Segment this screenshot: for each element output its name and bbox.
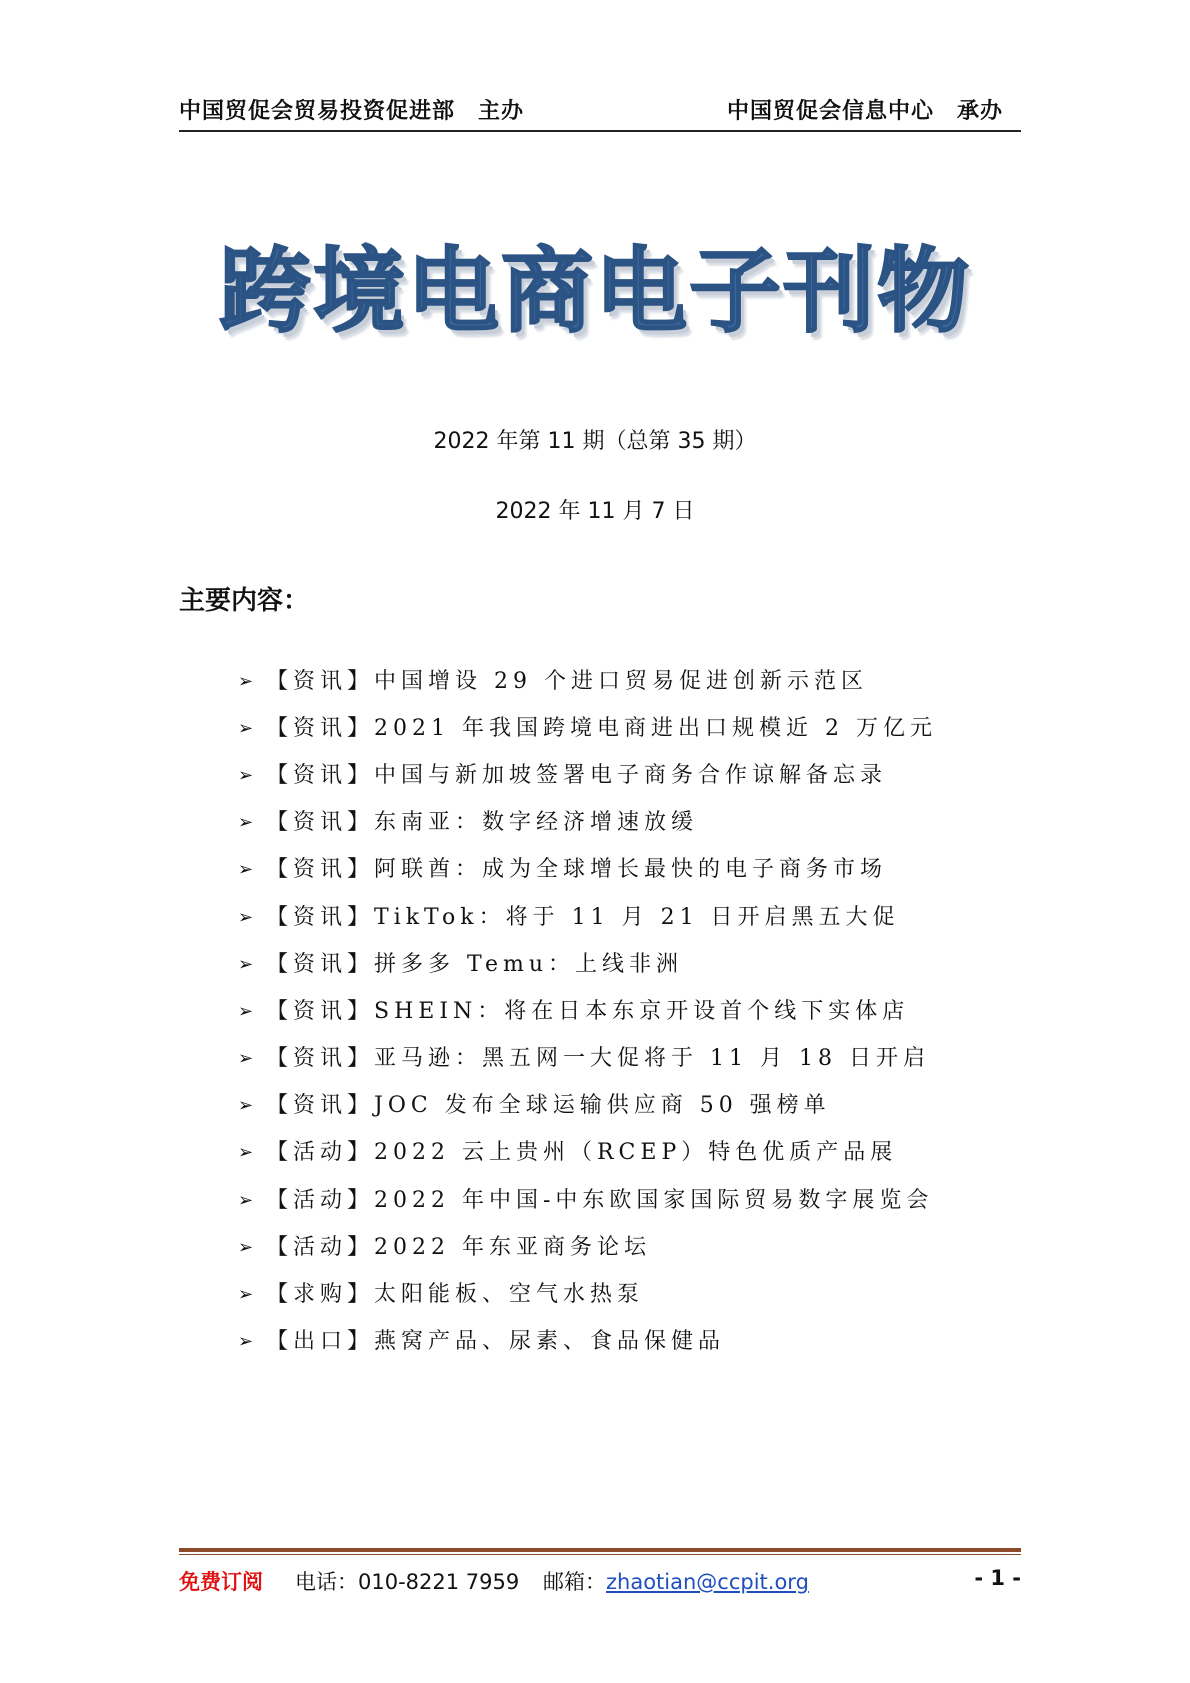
email-link[interactable]: zhaotian@ccpit.org	[606, 1570, 809, 1594]
arrow-bullet-icon: ➢	[238, 906, 254, 928]
toc-item-text: JOC 发布全球运输供应商 50 强榜单	[374, 1093, 831, 1119]
arrow-bullet-icon: ➢	[238, 670, 254, 692]
toc-item-tag: 【资讯】	[266, 1046, 375, 1072]
toc-item[interactable]	[238, 1319, 937, 1366]
toc-item-text: TikTok：将于 11 月 21 日开启黑五大促	[374, 904, 900, 930]
page-footer	[179, 1566, 1021, 1596]
toc-item[interactable]	[238, 1177, 937, 1224]
toc-item-tag: 【出口】	[266, 1329, 375, 1355]
toc-item-tag: 【求购】	[266, 1282, 375, 1308]
toc-item-text: 2022 年中国-中东欧国家国际贸易数字展览会	[374, 1187, 934, 1213]
host-label: 中国贸促会信息中心 承办	[726, 99, 1003, 124]
toc-item[interactable]	[238, 1224, 937, 1271]
toc-item-tag: 【资讯】	[266, 951, 375, 977]
toc-item[interactable]	[238, 705, 937, 752]
phone-number: 电话：010-8221 7959	[295, 1570, 520, 1594]
publication-title: 跨境电商电子刊物	[218, 238, 971, 345]
toc-item-text: 中国与新加坡签署电子商务合作谅解备忘录	[374, 762, 888, 788]
email-label: 邮箱：	[543, 1570, 606, 1594]
toc-item[interactable]	[238, 1083, 937, 1130]
email-block	[543, 1566, 809, 1596]
footer-divider-thin	[179, 1554, 1021, 1555]
toc-item[interactable]	[238, 800, 937, 847]
toc-item-text: 亚马逊：黑五网一大促将于 11 月 18 日开启	[374, 1046, 930, 1072]
toc-item-text: 阿联酋：成为全球增长最快的电子商务市场	[374, 857, 888, 883]
page-number: - 1 -	[974, 1566, 1021, 1590]
toc-item[interactable]	[238, 1036, 937, 1083]
arrow-bullet-icon: ➢	[238, 717, 254, 739]
toc-item[interactable]	[238, 894, 937, 941]
toc-item-tag: 【资讯】	[266, 810, 375, 836]
toc-item[interactable]	[238, 658, 937, 705]
toc-item-text: 拼多多 Temu：上线非洲	[374, 951, 684, 977]
toc-item-text: 燕窝产品、尿素、食品保健品	[374, 1329, 726, 1355]
footer-divider	[179, 1548, 1021, 1552]
arrow-bullet-icon: ➢	[238, 812, 254, 834]
toc-item-text: SHEIN：将在日本东京开设首个线下实体店	[374, 998, 910, 1024]
toc-item-tag: 【资讯】	[266, 762, 375, 788]
table-of-contents	[238, 658, 937, 1366]
toc-item[interactable]	[238, 1130, 937, 1177]
page-header	[179, 90, 1021, 132]
arrow-bullet-icon: ➢	[238, 1095, 254, 1117]
toc-item-text: 2021 年我国跨境电商进出口规模近 2 万亿元	[374, 715, 937, 741]
toc-item-tag: 【资讯】	[266, 857, 375, 883]
toc-item[interactable]	[238, 1271, 937, 1318]
organizer-label: 中国贸促会贸易投资促进部 主办	[179, 99, 525, 124]
toc-item-tag: 【资讯】	[266, 1093, 375, 1119]
toc-item-text: 2022 云上贵州（RCEP）特色优质产品展	[374, 1140, 898, 1166]
toc-item-tag: 【资讯】	[266, 904, 375, 930]
toc-item[interactable]	[238, 847, 937, 894]
toc-item-tag: 【活动】	[266, 1140, 375, 1166]
arrow-bullet-icon: ➢	[238, 1236, 254, 1258]
arrow-bullet-icon: ➢	[238, 1331, 254, 1353]
toc-item-text: 东南亚：数字经济增速放缓	[374, 810, 699, 836]
toc-item[interactable]	[238, 752, 937, 799]
toc-item-tag: 【活动】	[266, 1187, 375, 1213]
arrow-bullet-icon: ➢	[238, 1189, 254, 1211]
toc-item-text: 2022 年东亚商务论坛	[374, 1234, 651, 1260]
issue-date: 2022 年 11 月 7 日	[495, 499, 695, 524]
toc-item-text: 中国增设 29 个进口贸易促进创新示范区	[374, 668, 868, 694]
toc-item-text: 太阳能板、空气水热泵	[374, 1282, 645, 1308]
toc-item[interactable]	[238, 988, 937, 1035]
toc-item-tag: 【资讯】	[266, 668, 375, 694]
arrow-bullet-icon: ➢	[238, 953, 254, 975]
arrow-bullet-icon: ➢	[238, 764, 254, 786]
toc-item-tag: 【资讯】	[266, 998, 375, 1024]
toc-item[interactable]	[238, 941, 937, 988]
arrow-bullet-icon: ➢	[238, 1142, 254, 1164]
arrow-bullet-icon: ➢	[238, 1000, 254, 1022]
toc-heading: 主要内容：	[179, 586, 310, 616]
subscribe-link[interactable]: 免费订阅	[179, 1570, 263, 1594]
arrow-bullet-icon: ➢	[238, 1048, 254, 1070]
arrow-bullet-icon: ➢	[238, 1284, 254, 1306]
issue-number: 2022 年第 11 期（总第 35 期）	[433, 429, 757, 454]
toc-item-tag: 【活动】	[266, 1234, 375, 1260]
toc-item-tag: 【资讯】	[266, 715, 375, 741]
arrow-bullet-icon: ➢	[238, 859, 254, 881]
